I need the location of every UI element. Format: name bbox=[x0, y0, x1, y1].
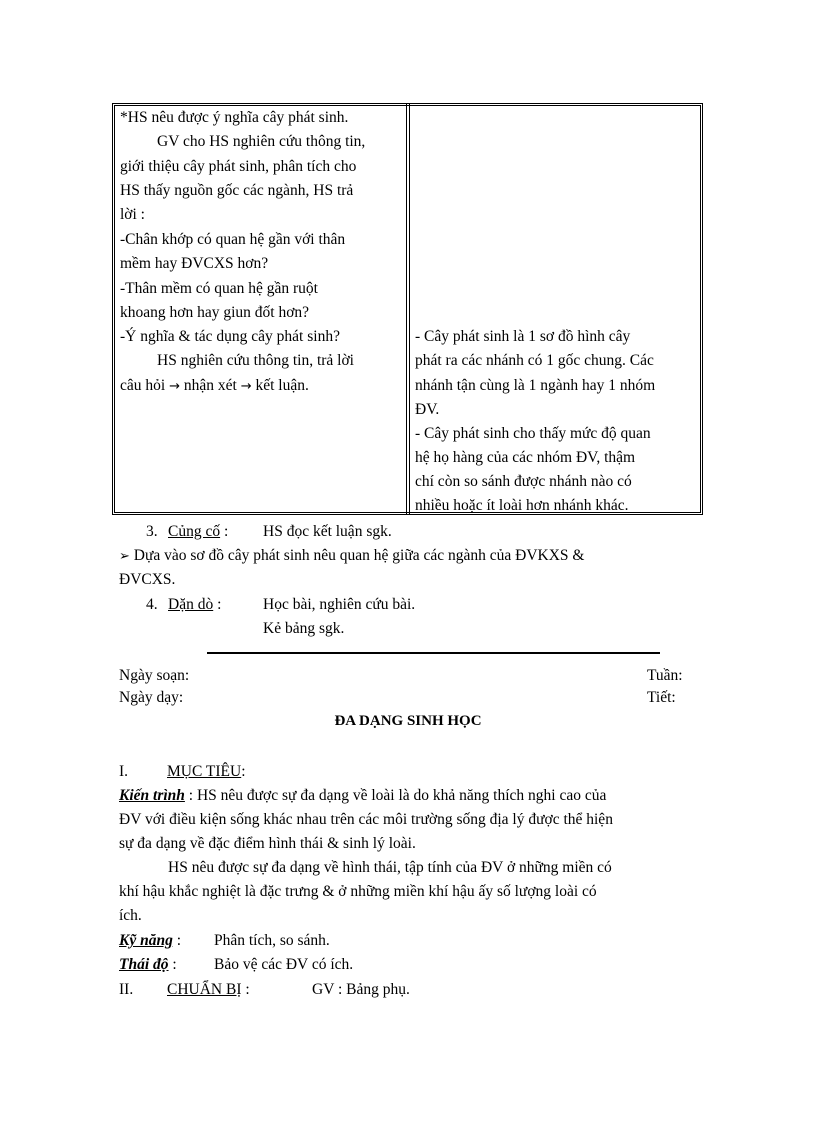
kien-trinh-text: khí hậu khắc nghiệt là đặc trưng & ở những miền khí hậu ấy số lượng loài có bbox=[119, 883, 597, 900]
table-right-line: nhiều hoặc ít loài hơn nhánh khác. bbox=[415, 497, 629, 514]
step-4-number: 4. bbox=[146, 596, 158, 613]
kien-trinh-line bbox=[119, 784, 606, 808]
step-4-text: Kẻ bảng sgk. bbox=[263, 620, 345, 637]
table-left-conclusion-line bbox=[120, 374, 309, 399]
ngay-soan: Ngày soạn: bbox=[119, 667, 190, 684]
thai-do-text: Bảo vệ các ĐV có ích. bbox=[214, 956, 354, 973]
thai-do-line bbox=[119, 953, 177, 977]
step-3-number: 3. bbox=[146, 523, 158, 540]
table-right-line: hệ họ hàng của các nhóm ĐV, thậm bbox=[415, 449, 636, 466]
thai-do-label: Thái độ bbox=[119, 956, 169, 973]
table-left-line: lời : bbox=[120, 206, 145, 223]
text-nhan-xet: nhận xét bbox=[183, 377, 237, 394]
section-2-number: II. bbox=[119, 981, 134, 998]
ky-nang-text: Phân tích, so sánh. bbox=[214, 932, 330, 949]
ngay-day: Ngày dạy: bbox=[119, 689, 184, 706]
kien-trinh-text: ĐV với điều kiện sống khác nhau trên các môi trường sống địa lý được thể hiện bbox=[119, 811, 613, 828]
kien-trinh-label: Kiến trình bbox=[119, 787, 185, 804]
divider bbox=[207, 652, 660, 654]
step-4-text: Học bài, nghiên cứu bài. bbox=[263, 596, 416, 613]
step-4-label-text: Dặn dò bbox=[168, 596, 214, 613]
section-1-heading bbox=[167, 760, 246, 784]
step-3-label-text: Củng cố bbox=[168, 523, 221, 540]
step-3-label bbox=[168, 520, 228, 544]
thai-do-sep: : bbox=[172, 956, 177, 973]
section-2-heading bbox=[167, 978, 250, 1002]
page-title: ĐA DẠNG SINH HỌC bbox=[334, 713, 482, 729]
table-left-line: mềm hay ĐVCXS hơn? bbox=[120, 255, 269, 272]
table-right-line: phát ra các nhánh có 1 gốc chung. Các bbox=[415, 352, 654, 369]
kien-trinh-text: sự đa dạng về đặc điểm hình thái & sinh lý loài. bbox=[119, 835, 416, 852]
arrow-icon: → bbox=[240, 379, 252, 394]
kien-trinh-text: ích. bbox=[119, 907, 142, 924]
step-3-sep: : bbox=[223, 523, 229, 540]
bullet-line-cont: ĐVCXS. bbox=[119, 571, 176, 588]
table-left-line: -Chân khớp có quan hệ gần với thân bbox=[120, 231, 346, 248]
arrow-icon: → bbox=[169, 379, 180, 394]
section-2-sep: : bbox=[245, 981, 250, 998]
kien-trinh-text: HS nêu được sự đa dạng về hình thái, tập tính của ĐV ở những miền có bbox=[168, 859, 612, 876]
text-cau-hoi: câu hỏi bbox=[120, 377, 166, 394]
step-3-text: HS đọc kết luận sgk. bbox=[263, 523, 392, 540]
table-column-divider bbox=[406, 103, 410, 515]
tuan: Tuần: bbox=[647, 667, 683, 684]
kien-trinh-text: : HS nêu được sự đa dạng về loài là do khả năng thích nghi cao của bbox=[188, 787, 607, 804]
table-right-line: - Cây phát sinh là 1 sơ đồ hình cây bbox=[415, 328, 631, 345]
table-left-line: GV cho HS nghiên cứu thông tin, bbox=[157, 133, 366, 150]
table-left-line: HS nghiên cứu thông tin, trả lời bbox=[157, 352, 354, 369]
section-1-sep: : bbox=[241, 763, 246, 780]
table-right-line: nhánh tận cùng là 1 ngành hay 1 nhóm bbox=[415, 377, 656, 394]
text-ket-luan: kết luận. bbox=[255, 377, 309, 394]
table-left-line: HS thấy nguồn gốc các ngành, HS trả bbox=[120, 182, 354, 199]
tiet: Tiết: bbox=[647, 689, 676, 706]
ky-nang-line bbox=[119, 929, 181, 953]
ky-nang-label: Kỹ năng bbox=[119, 932, 173, 949]
table-right-line: ĐV. bbox=[415, 401, 440, 418]
section-1-number: I. bbox=[119, 763, 129, 780]
table-left-line: *HS nêu được ý nghĩa cây phát sinh. bbox=[120, 109, 349, 126]
bullet-text: Dựa vào sơ đồ cây phát sinh nêu quan hệ giữa các ngành của ĐVKXS & bbox=[133, 547, 585, 564]
section-2-heading-text: CHUẨN BỊ bbox=[167, 981, 242, 998]
step-4-sep: : bbox=[217, 596, 222, 613]
step-4-label bbox=[168, 593, 221, 617]
table-right-line: - Cây phát sinh cho thấy mức độ quan bbox=[415, 425, 651, 442]
table-left-line: giới thiệu cây phát sinh, phân tích cho bbox=[120, 158, 357, 175]
table-right-line: chí còn so sánh được nhánh nào có bbox=[415, 473, 632, 490]
table-left-line: -Ý nghĩa & tác dụng cây phát sinh? bbox=[120, 328, 340, 345]
table-left-line: khoang hơn hay giun đốt hơn? bbox=[120, 304, 310, 321]
ky-nang-sep: : bbox=[176, 932, 182, 949]
section-2-text: GV : Bảng phụ. bbox=[312, 981, 410, 998]
section-1-heading-text: MỤC TIÊU bbox=[167, 763, 242, 780]
arrow-bullet-icon: ➢ bbox=[119, 549, 130, 564]
table-left-line: -Thân mềm có quan hệ gần ruột bbox=[120, 280, 318, 297]
bullet-line bbox=[119, 544, 584, 569]
